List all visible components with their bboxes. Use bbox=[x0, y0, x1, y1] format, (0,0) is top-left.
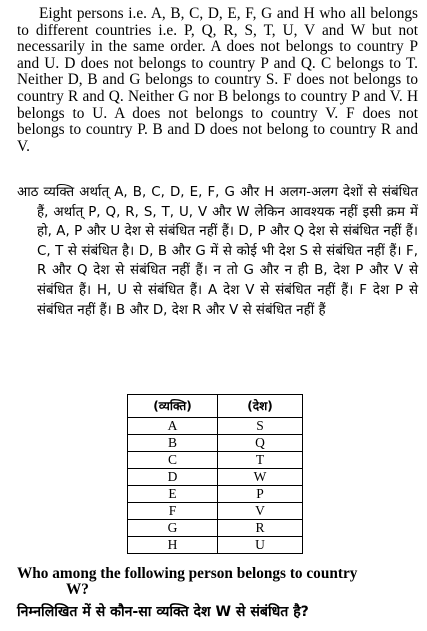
question-english bbox=[17, 566, 422, 598]
country-cell: U bbox=[218, 537, 303, 554]
question-english-line2: W? bbox=[66, 581, 89, 598]
table-row bbox=[128, 503, 303, 520]
country-cell: R bbox=[218, 520, 303, 537]
header-person: (व्यक्ति) bbox=[128, 395, 218, 418]
table-row bbox=[128, 435, 303, 452]
table-row bbox=[128, 486, 303, 503]
country-cell: W bbox=[218, 469, 303, 486]
table-row bbox=[128, 469, 303, 486]
person-cell: A bbox=[128, 418, 218, 435]
person-cell: H bbox=[128, 537, 218, 554]
person-cell: F bbox=[128, 503, 218, 520]
passage-english: Eight persons i.e. A, B, C, D, E, F, G and H who all belongs to different countries i.e. P, Q, R, S, T, U, V and W but not necessarily in the same order. A does not belongs to country P and U. D does not belongs to country P and Q. C belongs to T. Neither D, B and G belongs to country S. F does not belongs to country R and Q. Neither G nor B belongs to country P and V. H belongs to U. A does not belongs to country V. F does not belongs to country P. B and D does not belong to country R and V. bbox=[17, 5, 418, 155]
question-english-line1: Who among the following person belongs to country bbox=[17, 565, 358, 582]
country-cell: P bbox=[218, 486, 303, 503]
question-hindi: निम्नलिखित में से कौन-सा व्यक्ति देश W से संबंधित है? bbox=[17, 604, 309, 620]
passage-hindi: आठ व्यक्ति अर्थात् A, B, C, D, E, F, G और H अलग-अलग देशों से संबंधित हैं, अर्थात् P, Q, R, S, T, U, V और W लेकिन आवश्यक नहीं इसी क्रम में हो, A, P और U देश से संबंधित नहीं हैं। D, P और Q देश से संबंधित नहीं हैं। C, T से संबंधित है। D, B और G में से कोई भी देश S से संबंधित नहीं हैं। F, R और Q देश से संबंधित नहीं हैं। न तो G और न ही B, देश P और V से संबंधित हैं। H, U से संबंधित हैं। A देश V से संबंधित नहीं हैं। F देश P से संबंधित नहीं हैं। B और D, देश R और V से संबंधित नहीं हैं bbox=[17, 185, 418, 318]
person-cell: C bbox=[128, 452, 218, 469]
table-row bbox=[128, 537, 303, 554]
person-country-table bbox=[127, 394, 303, 554]
table-row bbox=[128, 520, 303, 537]
person-cell: B bbox=[128, 435, 218, 452]
country-cell: V bbox=[218, 503, 303, 520]
table-row bbox=[128, 418, 303, 435]
table-header-row bbox=[128, 395, 303, 418]
header-country: (देश) bbox=[218, 395, 303, 418]
person-cell: G bbox=[128, 520, 218, 537]
country-cell: Q bbox=[218, 435, 303, 452]
person-cell: D bbox=[128, 469, 218, 486]
country-cell: S bbox=[218, 418, 303, 435]
person-cell: E bbox=[128, 486, 218, 503]
table-row bbox=[128, 452, 303, 469]
country-cell: T bbox=[218, 452, 303, 469]
